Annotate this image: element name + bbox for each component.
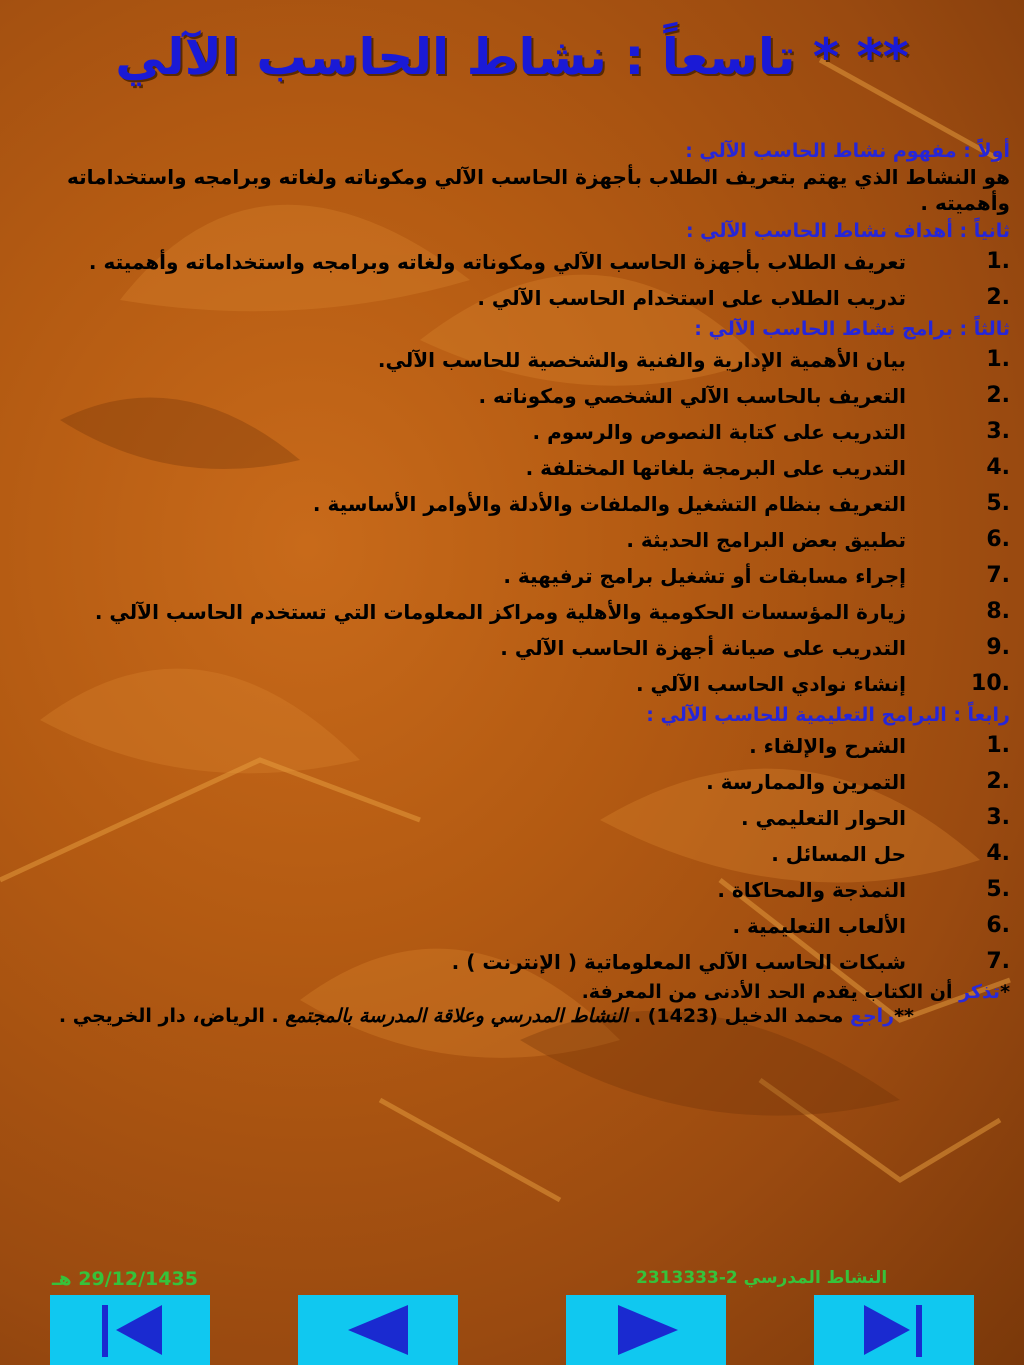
section1-heading: أولاًَ : مفهوم نشاط الحاسب الآلي : [685, 140, 1010, 162]
list-item-text: الألعاب التعليمية . [732, 914, 906, 938]
list-item [10, 450, 1010, 486]
section1-text: هو النشاط الذي يهتم بتعريف الطلاب بأجهزة الحاسب الآلي ومكوناته ولغاته وبرامجه واستخداماته وأهميته . [67, 165, 1010, 215]
list-item [10, 836, 1010, 872]
previous-slide-icon [298, 1295, 458, 1365]
note-star: ** [894, 1005, 914, 1027]
note-keyword: تذكر [959, 981, 1001, 1003]
educational-programs-list [10, 728, 1010, 980]
list-item-number: 8. [986, 599, 1010, 624]
list-item-text: التعريف بنظام التشغيل والملفات والأدلة والأوامر الأساسية . [312, 492, 906, 516]
list-item-number: 6. [986, 913, 1010, 938]
note-reference [10, 1004, 1010, 1028]
footer-date: 29/12/1435 هـ [52, 1268, 198, 1290]
list-item-text: الحوار التعليمي . [741, 806, 906, 830]
last-slide-button[interactable] [814, 1295, 974, 1365]
list-item-text: حل المسائل . [771, 842, 906, 866]
list-item-number: 1. [986, 249, 1010, 274]
list-item-number: 6. [986, 527, 1010, 552]
list-item [10, 486, 1010, 522]
slide-content [10, 138, 1010, 1028]
section3-heading: ثالثاً : برامج نشاط الحاسب الآلي : [694, 318, 1010, 340]
list-item [10, 764, 1010, 800]
list-item-number: 2. [986, 769, 1010, 794]
list-item [10, 522, 1010, 558]
note-keyword: راجع [850, 1005, 895, 1027]
list-item-text: النمذجة والمحاكاة . [717, 878, 906, 902]
note-star: * [1000, 981, 1010, 1003]
list-item-number: 1. [986, 347, 1010, 372]
list-item-number: 5. [986, 877, 1010, 902]
next-slide-button[interactable] [566, 1295, 726, 1365]
list-item [10, 342, 1010, 378]
list-item-number: 3. [986, 805, 1010, 830]
note-remember [10, 980, 1010, 1004]
list-item [10, 728, 1010, 764]
first-slide-button[interactable] [50, 1295, 210, 1365]
footer-course: النشاط المدرسي 2-2313333 [636, 1268, 888, 1288]
list-item-number: 9. [986, 635, 1010, 660]
list-item-text: تطبيق بعض البرامج الحديثة . [626, 528, 906, 552]
list-item-number: 4. [986, 841, 1010, 866]
list-item-number: 2. [986, 285, 1010, 310]
list-item-text: زيارة المؤسسات الحكومية والأهلية ومراكز المعلومات التي تستخدم الحاسب الآلي . [94, 600, 906, 624]
list-item-number: 7. [986, 563, 1010, 588]
list-item [10, 244, 1010, 280]
list-item [10, 594, 1010, 630]
goals-list [10, 244, 1010, 316]
list-item [10, 872, 1010, 908]
list-item-text: بيان الأهمية الإدارية والفنية والشخصية للحاسب الآلي. [377, 348, 906, 372]
list-item-number: 7. [986, 949, 1010, 974]
list-item-text: التدريب على كتابة النصوص والرسوم . [532, 420, 906, 444]
list-item-text: التدريب على البرمجة بلغاتها المختلفة . [525, 456, 906, 480]
list-item [10, 630, 1010, 666]
list-item-number: 4. [986, 455, 1010, 480]
programs-list [10, 342, 1010, 702]
list-item [10, 558, 1010, 594]
list-item-text: التعريف بالحاسب الآلي الشخصي ومكوناته . [478, 384, 906, 408]
list-item-text: إجراء مسابقات أو تشغيل برامج ترفيهية . [503, 564, 906, 588]
list-item-text: إنشاء نوادي الحاسب الآلي . [635, 672, 906, 696]
list-item-text: تدريب الطلاب على استخدام الحاسب الآلي . [477, 286, 906, 310]
last-slide-icon [814, 1295, 974, 1365]
list-item-number: 5. [986, 491, 1010, 516]
section2-heading: ثانياً : أهداف نشاط الحاسب الآلي : [685, 220, 1010, 242]
list-item-number: 2. [986, 383, 1010, 408]
list-item [10, 908, 1010, 944]
list-item [10, 378, 1010, 414]
slide-title: ** * تاسعاً : نشاط الحاسب الآلي [115, 28, 909, 86]
list-item [10, 414, 1010, 450]
section4-heading: رابعاً : البرامج التعليمية للحاسب الآلي : [646, 704, 1010, 726]
next-slide-icon [566, 1295, 726, 1365]
list-item-text: الشرح والإلقاء . [749, 734, 906, 758]
list-item-text: التدريب على صيانة أجهزة الحاسب الآلي . [500, 636, 906, 660]
previous-slide-button[interactable] [298, 1295, 458, 1365]
list-item [10, 280, 1010, 316]
note-text: محمد الدخيل (1423) . [627, 1005, 850, 1027]
reference-book-title: النشاط المدرسي وعلاقة المدرسة بالمجتمع [285, 1005, 628, 1027]
list-item-number: 3. [986, 419, 1010, 444]
first-slide-icon [50, 1295, 210, 1365]
list-item-text: شبكات الحاسب الآلي المعلوماتية ( الإنترنت ) . [451, 950, 906, 974]
list-item-number: 10. [971, 671, 1010, 696]
list-item [10, 800, 1010, 836]
list-item-text: التمرين والممارسة . [706, 770, 906, 794]
list-item-number: 1. [986, 733, 1010, 758]
note-text: أن الكتاب يقدم الحد الأدنى من المعرفة. [581, 981, 960, 1003]
list-item [10, 944, 1010, 980]
list-item-text: تعريف الطلاب بأجهزة الحاسب الآلي ومكوناته ولغاته وبرامجه واستخداماته وأهميته . [88, 250, 906, 274]
list-item [10, 666, 1010, 702]
note-text: . الرياض، دار الخريجي . [58, 1005, 286, 1027]
